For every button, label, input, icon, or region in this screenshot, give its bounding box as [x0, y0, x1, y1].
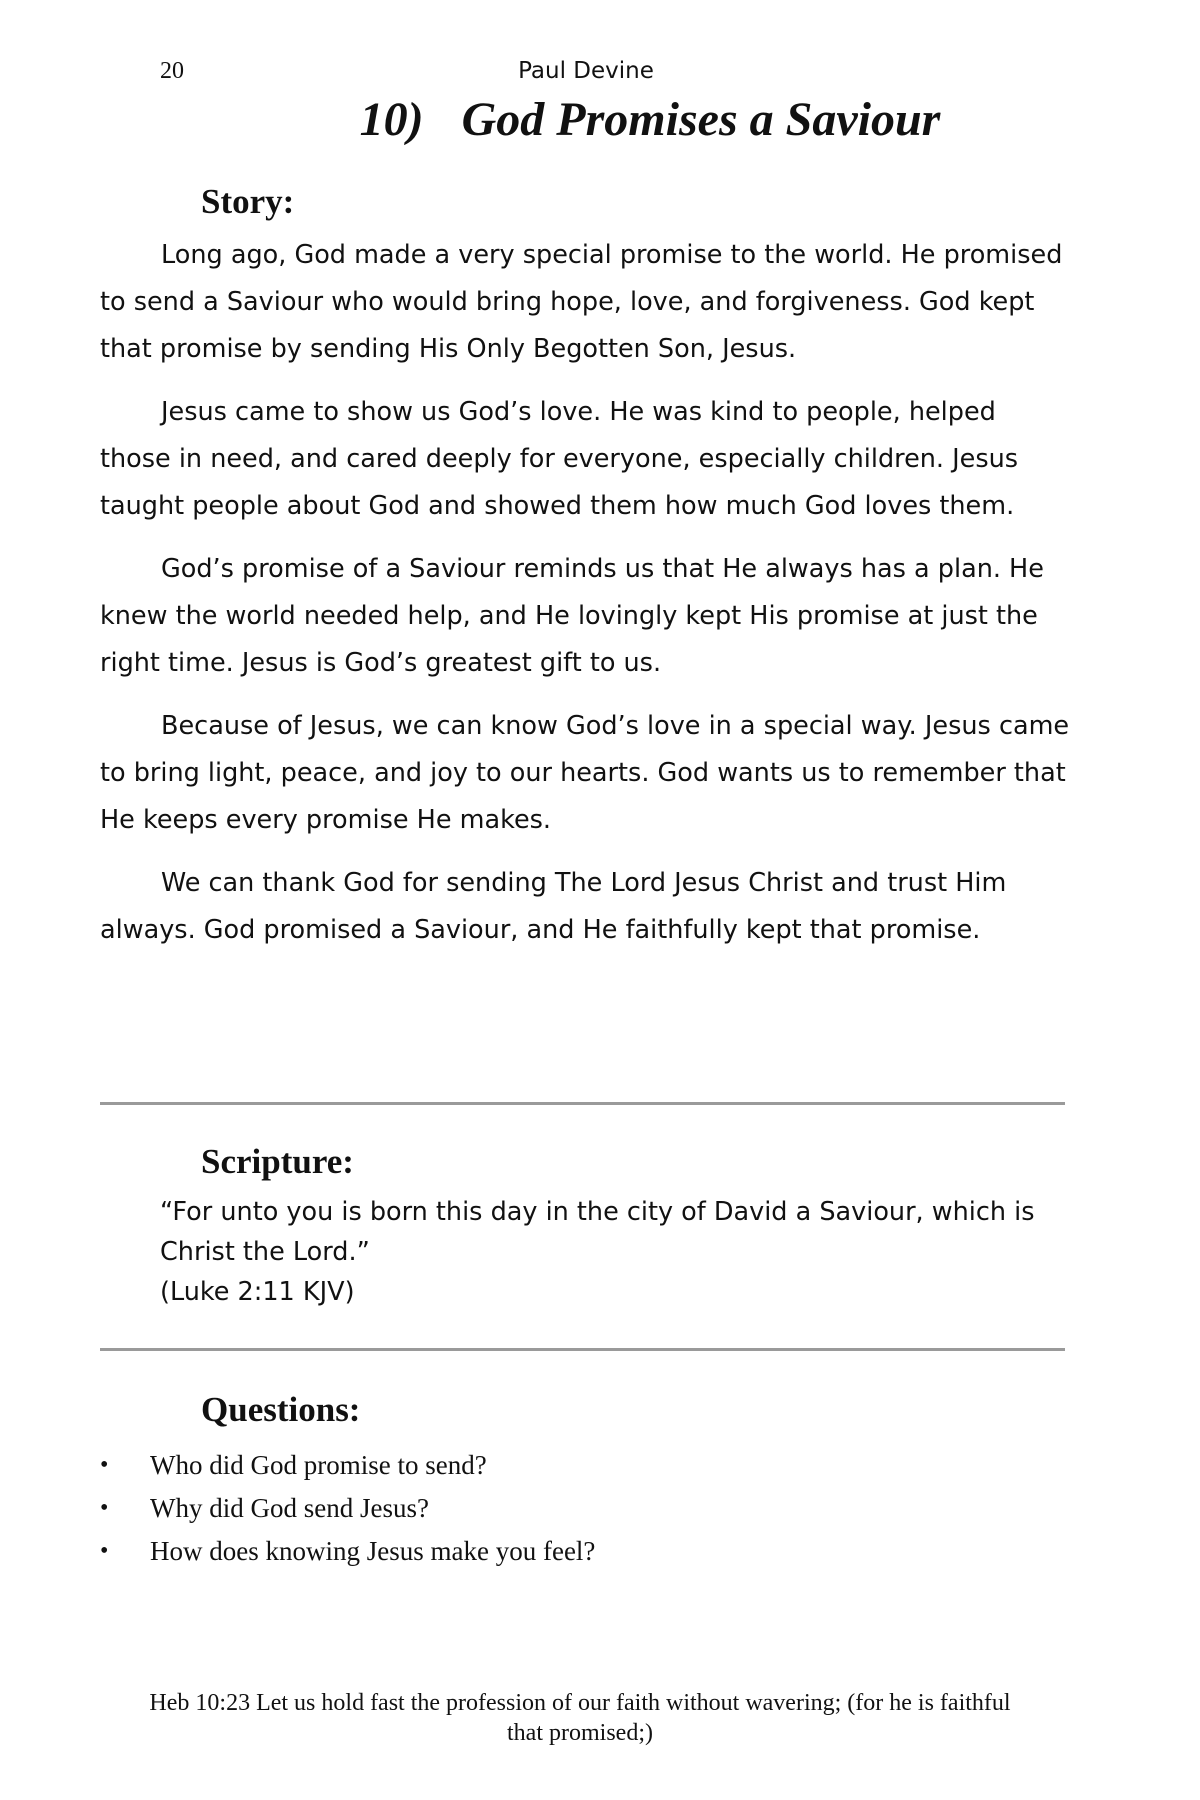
question-text: How does knowing Jesus make you feel?: [150, 1536, 596, 1566]
story-paragraph: Jesus came to show us God’s love. He was kind to people, helped those in need, and cared deeply for everyone, especially children. Jesus taught people about God and showed them how much God loves them.: [100, 397, 1019, 521]
story-paragraph: We can thank God for sending The Lord Jesus Christ and trust Him always. God promised a Saviour, and He faithfully kept that promise.: [100, 868, 1007, 945]
question-text: Who did God promise to send?: [150, 1450, 487, 1480]
bullet-icon: •: [100, 1538, 109, 1564]
chapter-number: 10): [359, 93, 424, 146]
story-paragraph: Long ago, God made a very special promise to the world. He promised to send a Saviour who would bring hope, love, and forgiveness. God kept that promise by sending His Only Begotten Son, Jesus.: [100, 240, 1063, 364]
question-item: [0, 1530, 595, 1573]
question-item: [0, 1487, 595, 1530]
footer-verse: Heb 10:23 Let us hold fast the profession of our faith without wavering; (for he is faithful that promised;): [149, 1690, 1011, 1746]
bullet-icon: •: [100, 1452, 109, 1478]
scripture-block: [160, 1192, 1060, 1312]
running-head-author: Paul Devine: [518, 58, 654, 84]
scripture-quote: “For unto you is born this day in the city of David a Saviour, which is Christ the Lord.”: [160, 1197, 1035, 1267]
section-divider: [100, 1102, 1065, 1105]
story-body: [100, 232, 1070, 970]
chapter-title: [0, 88, 1200, 152]
question-item: [0, 1444, 595, 1487]
story-heading: Story:: [201, 182, 295, 221]
story-paragraph: Because of Jesus, we can know God’s love in a special way. Jesus came to bring light, peace, and joy to our hearts. God wants us to remember that He keeps every promise He makes.: [100, 711, 1070, 835]
questions-list: [0, 1444, 595, 1573]
page-number: 20: [160, 58, 184, 84]
scripture-reference: (Luke 2:11 KJV): [160, 1277, 355, 1307]
bullet-icon: •: [100, 1495, 109, 1521]
questions-heading: Questions:: [201, 1390, 361, 1429]
story-paragraph: God’s promise of a Saviour reminds us that He always has a plan. He knew the world needed help, and He lovingly kept His promise at just the right time. Jesus is God’s greatest gift to us.: [100, 554, 1044, 678]
chapter-title-text: God Promises a Saviour: [461, 93, 941, 146]
section-divider: [100, 1348, 1065, 1351]
question-text: Why did God send Jesus?: [150, 1493, 429, 1523]
scripture-heading: Scripture:: [201, 1142, 354, 1181]
